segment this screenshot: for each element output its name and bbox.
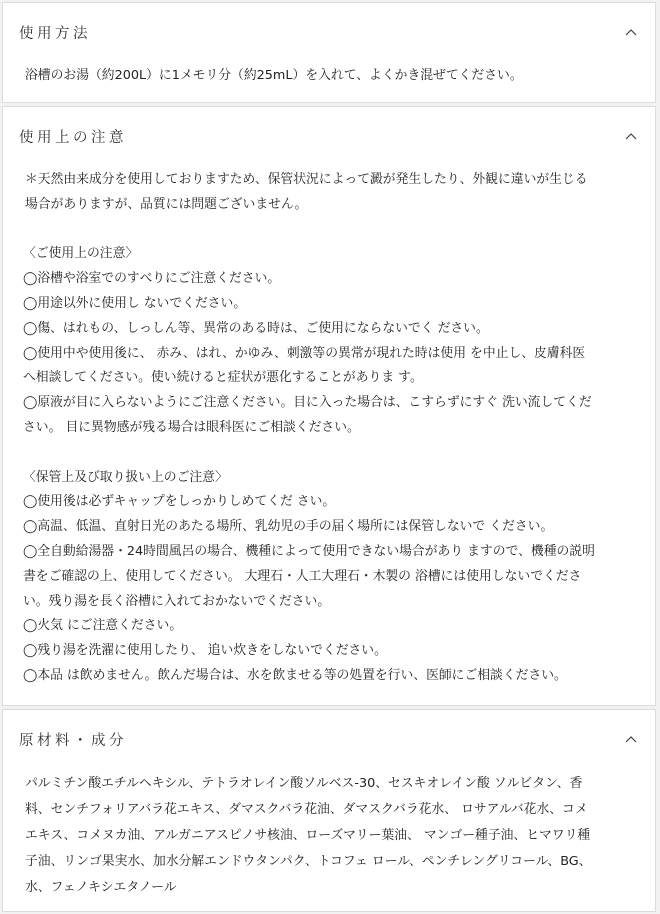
accordion-header-precautions[interactable] <box>3 107 655 167</box>
section-body-ingredients <box>25 771 641 901</box>
product-info-accordion <box>2 0 658 914</box>
chevron-up-icon[interactable] <box>625 132 637 140</box>
storage-line: い。残り湯を長く浴槽に入れておかないでください。 <box>23 593 331 609</box>
precaution-line: さい。 目に異物感が残る場合は眼科医にご相談ください。 <box>23 419 360 435</box>
ingredients-line: エキス、コメヌカ油、アルガニアスピノサ核油、ローズマリー葉油、 マンゴー種子油、ヒマワリ種 <box>25 828 591 843</box>
precaution-line: ＊天然由来成分を使用しておりますため、保管状況によって澱が発生したり、外観に違いが生じる <box>25 172 588 187</box>
accordion-header-ingredients[interactable] <box>3 710 655 770</box>
section-body-usage <box>25 66 641 86</box>
accordion-header-usage[interactable] <box>3 3 655 63</box>
storage-line: 書をご確認の上、使用してください。 大理石・人工大理石・木製の 浴槽には使用しないでくださ <box>23 568 582 584</box>
precaution-line: ◯浴槽や浴室でのすべりにご注意ください。 <box>23 271 281 287</box>
section-title-ingredients: 原材料・成分 <box>19 733 127 749</box>
section-body-precautions <box>25 168 641 689</box>
storage-line: ◯残り湯を洗濯に使用したり、 追い炊きをしないでください。 <box>23 643 387 659</box>
precaution-line: ◯原液が目に入らないようにご注意ください。目に入った場合は、こすらずにすぐ 洗い流してくだ <box>23 395 592 411</box>
storage-line: ◯高温、低温、直射日光のあたる場所、乳幼児の手の届く場所には保管しないで ください。 <box>23 519 554 535</box>
section-title-usage: 使用方法 <box>19 26 91 42</box>
ingredients-line: 子油、リンゴ果実水、加水分解エンドウタンパク、トコフェ ロール、ペンチレングリコール、BG、 <box>25 854 592 869</box>
ingredients-line: 水、フェノキシエタノール <box>25 880 177 895</box>
precaution-line: ◯傷、はれもの、しっしん等、異常のある時は、ご使用にならないでく ださい。 <box>23 320 489 336</box>
accordion-usage <box>2 2 656 103</box>
storage-line: ◯本品 は飲めません。飲んだ場合は、水を飲ませる等の処置を行い、医師にご相談ください。 <box>23 667 567 683</box>
precaution-subheading: 〈ご使用上の注意〉 <box>23 246 139 262</box>
accordion-ingredients <box>2 709 656 912</box>
ingredients-line: 料、センチフォリアバラ花エキス、ダマスクバラ花油、ダマスクバラ花水、 ロサアルバ花水、コメ <box>25 802 588 817</box>
spacer <box>25 441 641 466</box>
precaution-line: 場合がありますが、品質には問題ございません。 <box>25 196 308 212</box>
precaution-line: ◯使用中や使用後に、 赤み、はれ、かゆみ、刺激等の異常が現れた時は使用 を中止し、皮膚科医 <box>23 345 586 361</box>
spacer <box>25 218 641 243</box>
ingredients-line: パルミチン酸エチルヘキシル、テトラオレイン酸ソルベス-30、セスキオレイン酸 ソルビタン、香 <box>25 776 583 791</box>
accordion-precautions <box>2 106 656 706</box>
storage-line: ◯火気 にご注意ください。 <box>23 618 183 634</box>
storage-subheading: 〈保管上及び取り扱い上のご注意〉 <box>23 469 228 485</box>
section-title-precautions: 使用上の注意 <box>19 130 127 146</box>
usage-text-line: 浴槽のお湯（約200L）に1メモリ分（約25mL）を入れて、よくかき混ぜてください。 <box>25 68 523 83</box>
storage-line: ◯全自動給湯器・24時間風呂の場合、機種によって使用できない場合があり ますので、機種の説明 <box>23 543 595 559</box>
chevron-up-icon[interactable] <box>625 735 637 743</box>
precaution-line: へ相談してください。使い続けると症状が悪化することがありま す。 <box>23 370 423 386</box>
precaution-line: ◯用途以外に使用し ないでください。 <box>23 295 247 311</box>
storage-line: ◯使用後は必ずキャップをしっかりしめてくだ さい。 <box>23 494 336 510</box>
chevron-up-icon[interactable] <box>625 28 637 36</box>
